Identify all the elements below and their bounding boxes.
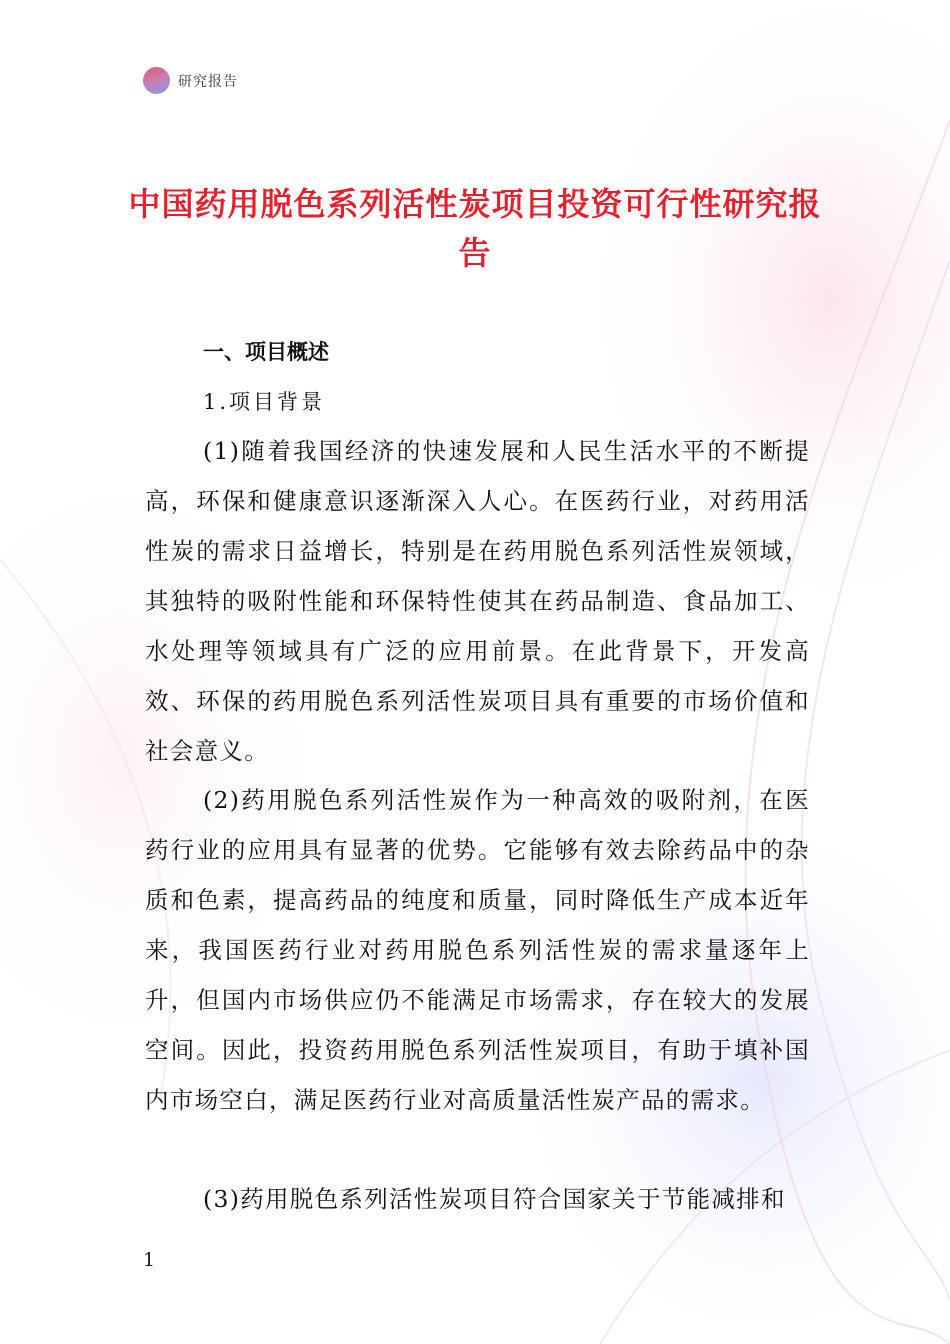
paragraph-2: (2)药用脱色系列活性炭作为一种高效的吸附剂，在医药行业的应用具有显著的优势。它能够有效去除药品中的杂质和色素，提高药品的纯度和质量，同时降低生产成本近年来，我国医药行业对药用脱色系列活性炭的需求量逐年上升，但国内市场供应仍不能满足市场需求，存在较大的发展空间。因此，投资药用脱色系列活性炭项目，有助于填补国内市场空白，满足医药行业对高质量活性炭产品的需求。 bbox=[145, 786, 810, 1114]
subsection-heading: 1.项目背景 bbox=[203, 390, 326, 414]
header-label: 研究报告 bbox=[178, 73, 238, 90]
section-heading: 一、项目概述 bbox=[203, 340, 329, 364]
paragraph-1: (1)随着我国经济的快速发展和人民生活水平的不断提高，环保和健康意识逐渐深入人心。在医药行业，对药用活性炭的需求日益增长，特别是在药用脱色系列活性炭领域，其独特的吸附性能和环保特性使其在药品制造、食品加工、水处理等领域具有广泛的应用前景。在此背景下，开发高效、环保的药用脱色系列活性炭项目具有重要的市场价值和社会意义。 bbox=[145, 437, 810, 765]
page-header bbox=[143, 67, 238, 94]
paragraph-3: (3)药用脱色系列活性炭项目符合国家关于节能减排和 bbox=[203, 1185, 786, 1213]
page-number: 1 bbox=[143, 1249, 156, 1271]
logo-circle-icon bbox=[143, 67, 170, 94]
document-title: 中国药用脱色系列活性炭项目投资可行性研究报告 bbox=[128, 185, 822, 272]
